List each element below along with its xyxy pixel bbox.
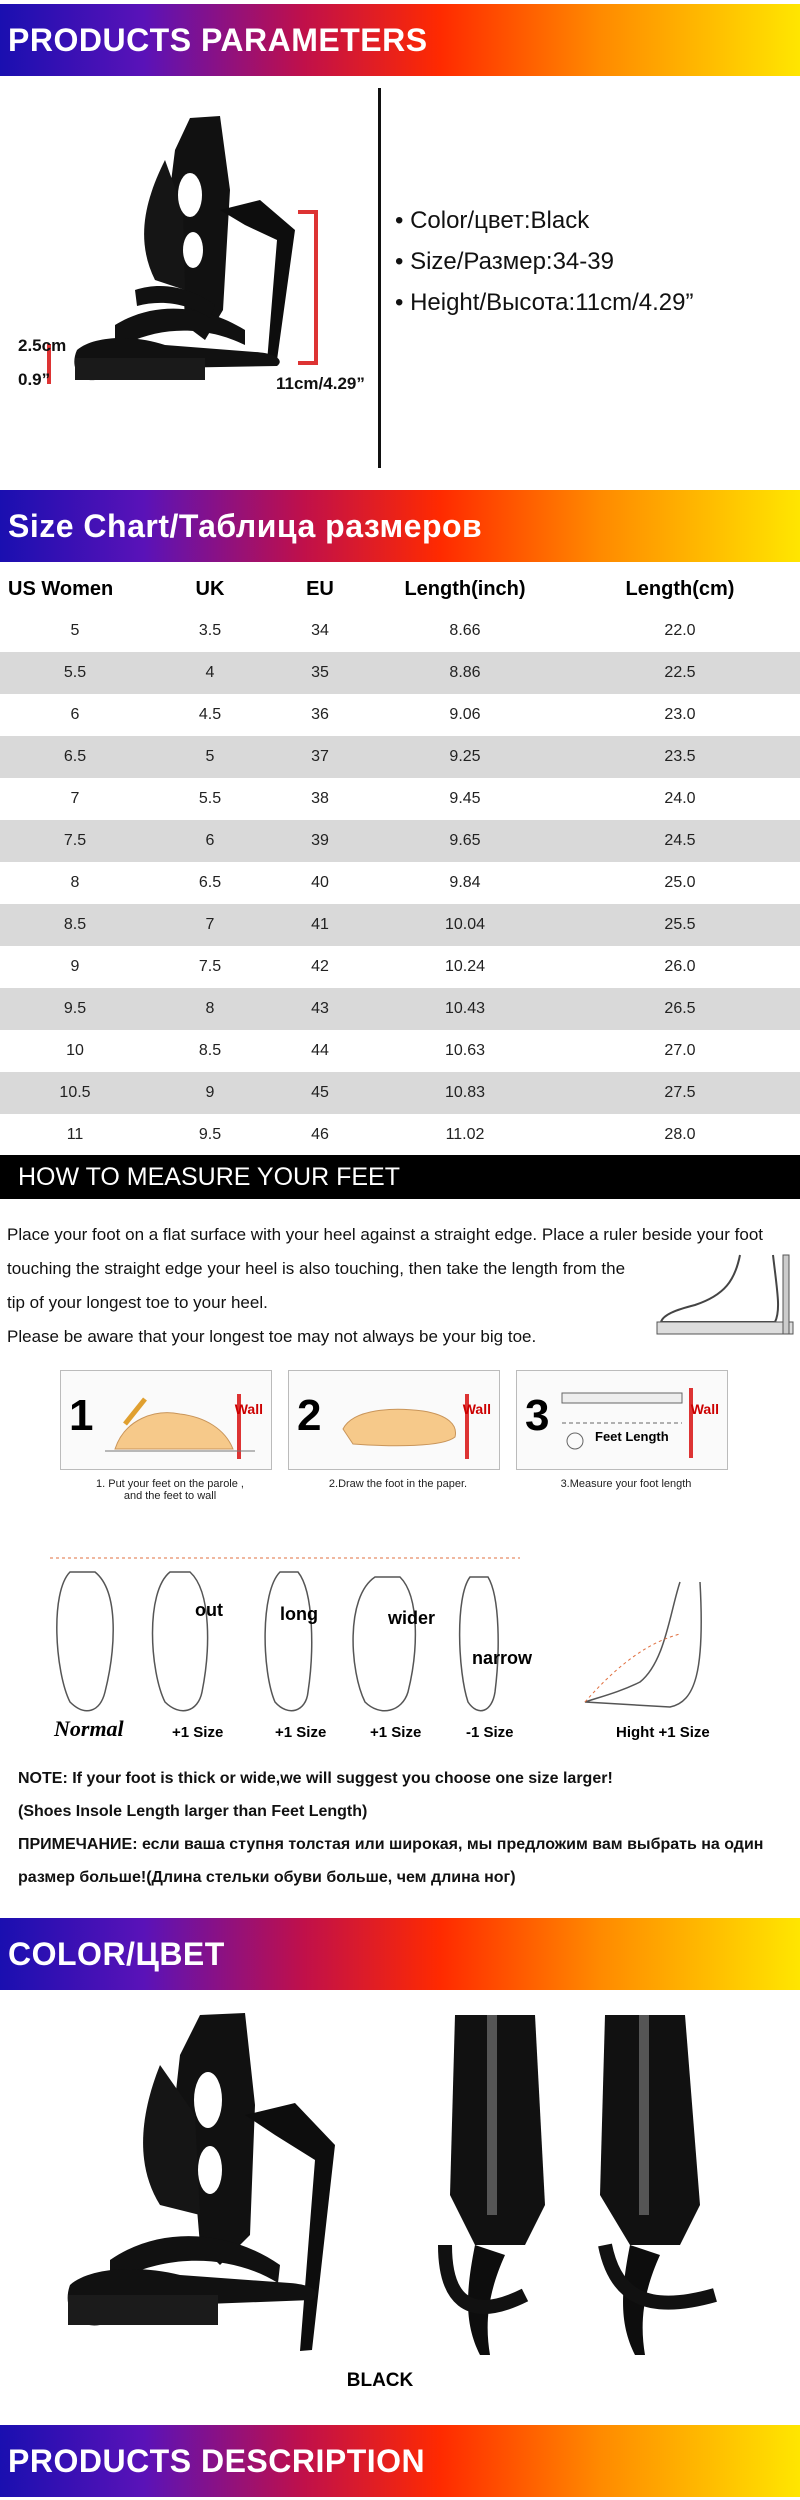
measure-steps [60,1370,750,1518]
table-cell: 5.5 [0,652,150,694]
foot-type-out: out [195,1600,223,1620]
table-row [0,1030,800,1072]
table-cell: 9.25 [370,736,560,778]
banner-title: Size Chart/Таблица размеров [8,508,483,544]
table-cell: 10.04 [370,904,560,946]
wall-label: Wall [462,1401,491,1417]
table-cell: 10 [66,1042,84,1059]
step-3 [516,1370,728,1470]
table-cell: 27.0 [664,1042,696,1059]
size-advice: +1 Size [172,1724,224,1741]
table-cell: 23.5 [560,736,800,778]
step-number: 3 [525,1391,550,1440]
table-cell: 8 [70,874,80,891]
table-row [0,778,800,820]
table-cell: 28.0 [664,1126,696,1143]
size-note [18,1762,788,1894]
table-cell: 22.0 [664,622,696,639]
instruction-line: tip of your longest toe to your heel. [7,1293,268,1312]
ruler-measure-icon [557,1383,707,1463]
table-cell: 5 [70,622,80,639]
step-caption [60,1478,280,1502]
step-2 [288,1370,500,1470]
table-cell: 4 [150,652,270,694]
table-cell: 7.5 [0,820,150,862]
note-line: размер больше!(Длина стельки обуви больше, чем длина ног) [18,1869,516,1886]
table-cell: 9.5 [0,988,150,1030]
table-cell: 5.5 [198,790,222,807]
table-cell: 24.5 [560,820,800,862]
how-to-measure-bar [0,1155,800,1199]
table-cell: 9.65 [370,820,560,862]
size-advice: -1 Size [466,1724,514,1741]
table-cell: 9.45 [449,790,481,807]
table-cell: 45 [270,1072,370,1114]
instruction-line: Place your foot on a flat surface with your heel against a straight edge. Place a ruler beside your foot [7,1225,763,1244]
banner-title: PRODUCTS DESCRIPTION [8,2443,426,2479]
table-cell: 27.5 [560,1072,800,1114]
table-cell: 25.5 [560,904,800,946]
size-chart-banner [0,490,800,562]
step-caption-line: 2.Draw the foot in the paper. [328,1478,468,1490]
col-length-cm: Length(cm) [560,568,800,610]
table-row [0,820,800,862]
table-row [0,736,800,778]
spec-color: • Color/цвет:Black [395,207,590,234]
foot-type-narrow: narrow [472,1648,533,1668]
foot-ruler-illustration [655,1250,795,1340]
table-cell: 36 [311,706,329,723]
step-caption-line: 1. Put your feet on the parole , [96,1478,244,1490]
table-cell: 6 [150,820,270,862]
col-us-women: US Women [0,568,150,610]
table-cell: 4.5 [198,706,222,723]
table-cell: 24.0 [664,790,696,807]
black-sandal-back-image [425,1995,755,2365]
table-cell: 6 [70,706,80,723]
table-cell: 7 [70,790,80,807]
note-line: NOTE: If your foot is thick or wide,we will suggest you choose one size larger! [18,1770,613,1787]
table-cell: 41 [270,904,370,946]
instruction-line: Please be aware that your longest toe may not always be your big toe. [7,1327,537,1346]
spec-size: • Size/Размер:34-39 [395,248,614,275]
wall-label: Wall [690,1401,719,1417]
table-cell: 39 [270,820,370,862]
heel-height-label: 11cm/4.29” [276,374,365,393]
feet-length-label: Feet Length [595,1429,669,1444]
note-line: ПРИМЕЧАНИЕ: если ваша ступня толстая или широкая, мы предложим вам выбрать на один [18,1836,764,1853]
col-eu: EU [270,568,370,610]
black-sandal-side-image [60,1995,400,2365]
table-cell: 34 [311,622,329,639]
table-cell: 8 [150,988,270,1030]
banner-title: COLOR/ЦВЕТ [8,1936,225,1972]
color-name-label: BLACK [346,2370,414,2391]
table-cell: 8.86 [370,652,560,694]
table-cell: 5 [150,736,270,778]
color-photos [0,1985,800,2405]
foot-outline-icon [333,1389,483,1464]
table-cell: 44 [311,1042,329,1059]
table-row [0,1114,800,1156]
table-cell: 9 [70,958,80,975]
table-cell: 10.5 [0,1072,150,1114]
wall-label: Wall [234,1401,263,1417]
divider [378,88,381,468]
table-cell: 8.5 [0,904,150,946]
platform-height-cm: 2.5cm [18,336,67,355]
table-row [0,1072,800,1114]
step-caption [516,1478,736,1490]
table-cell: 26.5 [560,988,800,1030]
size-advice-high-instep: Hight +1 Size [616,1724,710,1741]
note-line: (Shoes Insole Length larger than Feet Length) [18,1803,368,1820]
instruction-line: touching the straight edge your heel is also touching, then take the length from the [7,1259,626,1278]
products-description-banner [0,2425,800,2497]
table-cell: 9 [150,1072,270,1114]
foot-type-wider: wider [388,1608,436,1628]
step-1 [60,1370,272,1470]
table-cell: 3.5 [198,622,222,639]
table-cell: 35 [270,652,370,694]
table-cell: 9.06 [449,706,481,723]
table-row [0,862,800,904]
foot-on-wall-icon [105,1389,255,1464]
table-cell: 9.5 [198,1126,222,1143]
table-row [0,946,800,988]
table-cell: 7.5 [198,958,222,975]
table-cell: 40 [311,874,329,891]
how-to-measure-title: HOW TO MEASURE YOUR FEET [18,1163,400,1191]
table-cell: 8.5 [198,1042,222,1059]
table-cell: 6.5 [198,874,222,891]
product-parameters-section [0,80,800,480]
spec-list [395,200,693,323]
foot-outlines-icon [40,1552,780,1722]
table-row [0,904,800,946]
col-length-inch: Length(inch) [370,568,560,610]
table-cell: 11.02 [445,1126,485,1143]
size-advice: +1 Size [275,1724,327,1741]
step-caption-line: and the feet to wall [123,1490,217,1502]
table-cell: 37 [270,736,370,778]
table-header-row [0,568,800,610]
table-cell: 42 [311,958,329,975]
products-parameters-banner [0,4,800,76]
shoe-side-image [15,90,375,470]
table-cell: 46 [311,1126,329,1143]
foot-type-normal: Normal [54,1716,124,1741]
step-caption-line: 3.Measure your foot length [560,1478,692,1490]
size-chart-table [0,568,800,1156]
table-cell: 22.5 [560,652,800,694]
table-cell: 43 [270,988,370,1030]
table-cell: 10.83 [370,1072,560,1114]
table-row [0,694,800,736]
foot-type-long: long [280,1604,318,1624]
banner-title: PRODUCTS PARAMETERS [8,22,428,58]
platform-height-in: 0.9” [18,370,51,389]
step-number: 2 [297,1391,322,1440]
table-cell: 25.0 [664,874,696,891]
table-cell: 10.43 [370,988,560,1030]
table-cell: 6.5 [0,736,150,778]
table-cell: 10.24 [444,958,486,975]
table-row [0,988,800,1030]
table-cell: 9.84 [449,874,481,891]
foot-shapes [40,1552,780,1752]
step-number: 1 [69,1391,94,1440]
table-cell: 23.0 [664,706,696,723]
table-cell: 26.0 [664,958,696,975]
table-cell: 11 [66,1126,84,1143]
table-cell: 38 [311,790,329,807]
col-uk: UK [150,568,270,610]
table-cell: 8.66 [449,622,481,639]
table-cell: 7 [150,904,270,946]
step-caption [288,1478,508,1490]
table-cell: 10.63 [444,1042,486,1059]
color-banner [0,1918,800,1990]
spec-height: • Height/Высота:11cm/4.29” [395,289,694,316]
table-row [0,610,800,652]
table-row [0,652,800,694]
size-advice: +1 Size [370,1724,422,1741]
